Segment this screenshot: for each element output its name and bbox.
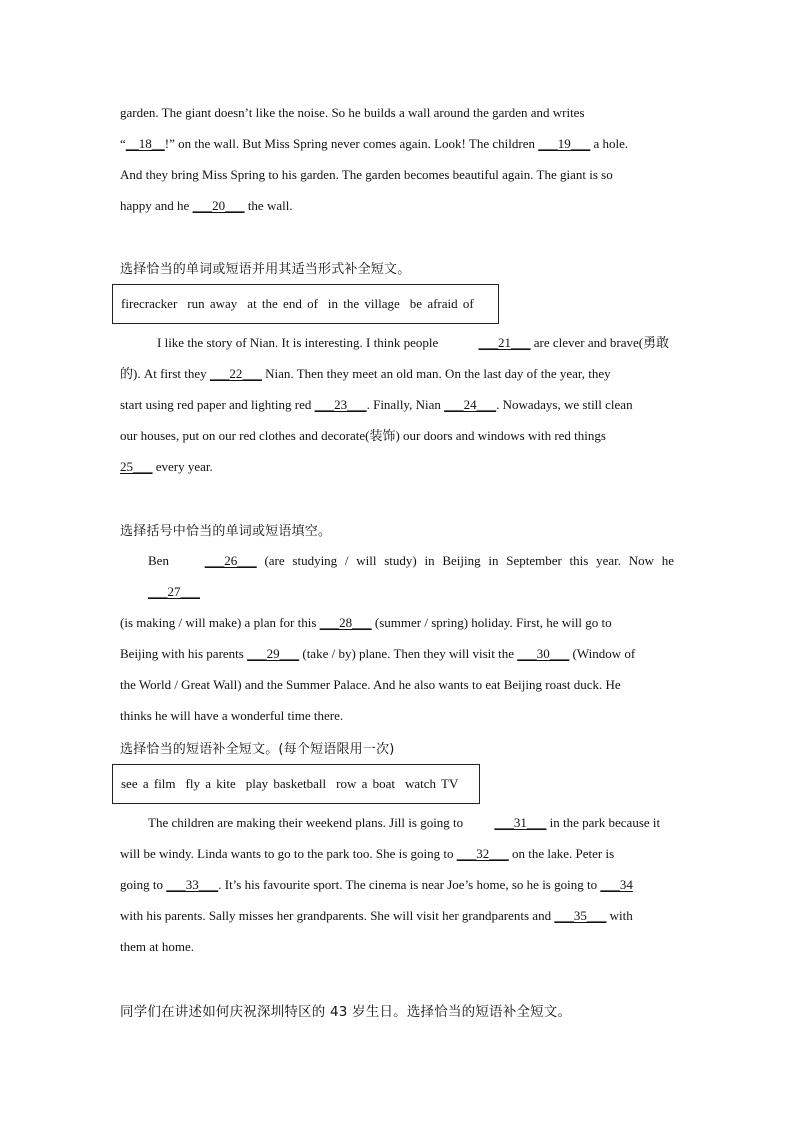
- blank-33[interactable]: ___33___: [166, 877, 219, 892]
- word-option: firecracker: [121, 296, 178, 311]
- phrase-option: play basketball: [245, 776, 327, 791]
- word-option: be afraid of: [409, 296, 474, 311]
- passage-1-line: And they bring Miss Spring to his garden. The garden becomes beautiful again. The giant is so: [120, 167, 613, 182]
- section-2-heading: 选择括号中恰当的单词或短语填空。: [120, 524, 332, 539]
- passage-1: [120, 97, 674, 221]
- blank-19[interactable]: ___19___: [538, 136, 591, 151]
- blank-18[interactable]: __18__: [125, 136, 165, 151]
- section-1-passage: [120, 327, 674, 482]
- blank-25[interactable]: 25___: [120, 459, 153, 474]
- blank-32[interactable]: ___32___: [456, 846, 509, 861]
- blank-35[interactable]: ___35___: [554, 908, 607, 923]
- section-1-heading: 选择恰当的单词或短语并用其适当形式补全短文。: [120, 262, 411, 277]
- blank-29[interactable]: ___29___: [247, 646, 300, 661]
- passage-line: will be windy. Linda wants to go to the park too. She is going to ___32___ on the lake. Peter is: [120, 838, 674, 869]
- word-option: at the end of: [247, 296, 318, 311]
- passage-line: start using red paper and lighting red ___23___. Finally, Nian ___24___. Nowadays, we still clean: [120, 389, 674, 420]
- blank-26[interactable]: ___26___: [204, 553, 257, 568]
- blank-24[interactable]: ___24___: [444, 397, 497, 412]
- section-1-word-box: [112, 284, 499, 324]
- blank-34[interactable]: ___34: [600, 877, 633, 892]
- passage-line: 25___ every year.: [120, 451, 674, 482]
- blank-23[interactable]: ___23___: [314, 397, 367, 412]
- section-2-passage: [120, 545, 674, 731]
- phrase-option: row a boat: [336, 776, 395, 791]
- phrase-option: fly a kite: [185, 776, 236, 791]
- passage-line: Beijing with his parents ___29___ (take / by) plane. Then they will visit the ___30___ (Window of: [120, 638, 674, 669]
- passage-1-line: garden. The giant doesn’t like the noise. So he builds a wall around the garden and writes: [120, 105, 585, 120]
- passage-line: I like the story of Nian. It is interesting. I think people ___21___ are clever and brave(勇敢: [120, 327, 674, 358]
- passage-line: our houses, put on our red clothes and decorate(装饰) our doors and windows with red things: [120, 428, 606, 443]
- word-option: run away: [187, 296, 238, 311]
- passage-line: Ben ___26___ (are studying / will study) in Beijing in September this year. Now he ___27___: [120, 545, 674, 607]
- passage-line: (is making / will make) a plan for this ___28___ (summer / spring) holiday. First, he will go to: [120, 607, 674, 638]
- phrase-option: watch TV: [404, 776, 459, 791]
- section-3-passage: [120, 807, 674, 962]
- passage-line: 的). At first they ___22___ Nian. Then they meet an old man. On the last day of the year, they: [120, 358, 674, 389]
- passage-line: them at home.: [120, 939, 195, 954]
- section-4-heading: 同学们在讲述如何庆祝深圳特区的 43 岁生日。选择恰当的短语补全短文。: [120, 1004, 572, 1020]
- phrase-option: see a film: [121, 776, 176, 791]
- passage-line: going to ___33___. It’s his favourite sport. The cinema is near Joe’s home, so he is going to ___34: [120, 869, 674, 900]
- passage-line: the World / Great Wall) and the Summer Palace. And he also wants to eat Beijing roast duck. He: [120, 677, 621, 692]
- passage-line: with his parents. Sally misses her grandparents. She will visit her grandparents and ___35___ with: [120, 900, 674, 931]
- blank-20[interactable]: ___20___: [192, 198, 245, 213]
- passage-1-line: “__18__!” on the wall. But Miss Spring never comes again. Look! The children ___19___ a hole.: [120, 128, 674, 159]
- section-3-heading: 选择恰当的短语补全短文。(每个短语限用一次): [120, 742, 395, 757]
- word-option: in the village: [327, 296, 400, 311]
- blank-21[interactable]: ___21___: [478, 335, 531, 350]
- passage-1-line: happy and he ___20___ the wall.: [120, 190, 674, 221]
- section-3-word-box: [112, 764, 480, 804]
- passage-line: thinks he will have a wonderful time there.: [120, 708, 344, 723]
- blank-27[interactable]: ___27___: [148, 584, 200, 599]
- blank-28[interactable]: ___28___: [319, 615, 372, 630]
- blank-30[interactable]: ___30___: [517, 646, 570, 661]
- blank-22[interactable]: ___22___: [209, 366, 262, 381]
- blank-31[interactable]: ___31___: [494, 815, 547, 830]
- passage-line: The children are making their weekend plans. Jill is going to ___31___ in the park because it: [120, 807, 674, 838]
